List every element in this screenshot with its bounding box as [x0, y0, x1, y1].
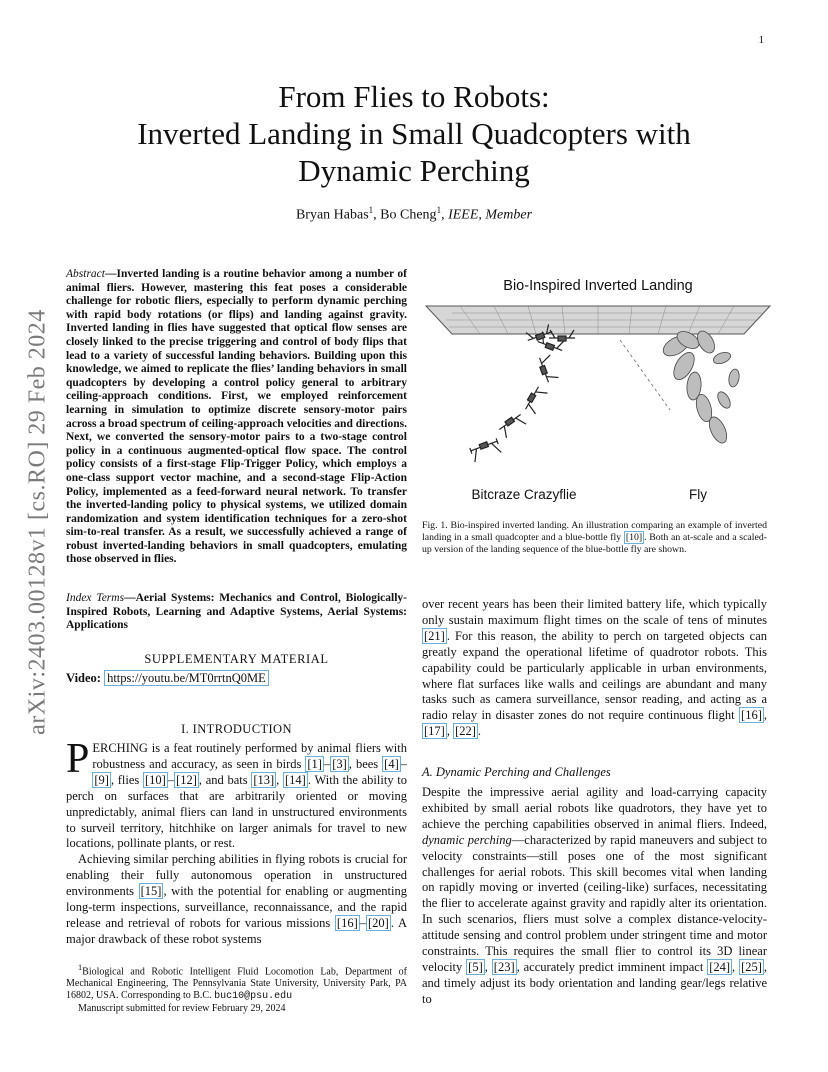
- body-text: Despite the impressive aerial agility and load-carrying capacity exhibited by small aerial robots like quadrotors, they have yet to achieve the perching capabilities observed in animal fliers. Indeed,: [422, 785, 767, 831]
- email-address[interactable]: buc10@psu.edu: [214, 991, 293, 1003]
- index-terms-text: Aerial Systems: Mechanics and Control, Biologically-Inspired Robots, Learning and Adaptive Systems, Aerial Systems: Applications: [66, 592, 407, 632]
- author-membership: IEEE, Member: [448, 207, 533, 223]
- body-text: over recent years has been their limited battery life, which typically only sustain maximum flight times on the scale of tens of minutes: [422, 597, 767, 627]
- citation[interactable]: [5]: [468, 959, 483, 974]
- citation[interactable]: [17]: [424, 724, 445, 739]
- citation-sep: ,: [484, 959, 492, 974]
- figure-1: [422, 270, 774, 510]
- intro-paragraph: [66, 852, 407, 947]
- intro-text: ERCHING is a feat routinely performed by animal fliers with robustness and accuracy, as seen in birds: [92, 741, 407, 771]
- emphasis-text: dynamic perching: [422, 832, 512, 847]
- intro-text: Achieving similar perching abilities in flying robots is crucial for enabling their fully autonomous operation in unstructured environments: [66, 852, 407, 899]
- citation[interactable]: [20]: [367, 915, 389, 930]
- intro-text: , with the potential for enabling or augmenting long-term inspections, surveillance, reconnaissance, and the rapid release and retrieval of robots for various missions: [66, 884, 407, 930]
- citation-sep: ,: [276, 772, 284, 787]
- citation-sep: ,: [446, 724, 454, 739]
- citation[interactable]: [25]: [741, 959, 762, 974]
- citation[interactable]: [22]: [455, 724, 476, 739]
- fly-label: Fly: [689, 487, 707, 502]
- drop-cap: P: [66, 736, 90, 782]
- author-name: Bo Cheng: [380, 207, 437, 223]
- author-name: Bryan Habas: [295, 207, 369, 223]
- affiliation-note: [66, 962, 407, 1003]
- video-line: [66, 671, 269, 686]
- citation[interactable]: [21]: [424, 628, 445, 643]
- intro-text: . With the ability to perch on surfaces that are arbitrarily oriented or moving unpredictably, animal fliers can land in unstructured environments to surveil territory, hitchhike on larger animals for travel to new locations, pollinate plants, or rest.: [66, 772, 408, 851]
- quadcopter-icon: [470, 438, 501, 462]
- citation-dash: –: [400, 756, 407, 771]
- citation[interactable]: [16]: [336, 915, 358, 930]
- citation-dash: –: [167, 772, 175, 787]
- quadcopter-icon: [523, 385, 548, 415]
- affiliation-mark: 1: [436, 205, 442, 215]
- fly-icon: [715, 390, 733, 411]
- citation[interactable]: [1]: [307, 756, 322, 771]
- abstract-text: Inverted landing is a routine behavior among a number of animal fliers. However, mastering this feat poses a considerable challenge for robotic fliers, especially to perform dynamic perching with rapid body rotations (or flips) and landing against gravity. Inverted landing in flies have suggested that optical flow senses are closely linked to the precise triggering and control of body flips that lead to a variety of successful landing behaviors. Building upon this knowledge, we aimed to replicate the flies’ landing behaviors in small quadcopters by developing a control policy general to arbitrary ceiling-approach conditions. First, we employed reinforcement learning in simulation to optimize discrete sensory-motor pairs across a broad spectrum of ceiling-approach velocities and directions. Next, we converted the sensory-motor pairs to a two-stage control policy in a continuous augmented-optical flow space. The control policy consists of a first-stage Flip-Trigger Policy, which employs a one-class support vector machine, and a second-stage Flip-Action Policy, implemented as a feed-forward neural network. To transfer the inverted-landing policy to physical systems, we utilized domain randomization and system identification techniques for a zero-shot sim-to-real transfer. As a result, we successfully achieved a range of robust inverted-landing behaviors in small quadcopters, emulating those observed in flies.: [66, 268, 407, 566]
- ceiling-surface: [426, 306, 770, 334]
- arxiv-sidebar: [14, 287, 62, 757]
- supplementary-heading: SUPPLEMENTARY MATERIAL: [144, 652, 329, 666]
- intro-text: , and bats: [198, 772, 252, 787]
- quadcopter-landing-sequence: [470, 324, 575, 462]
- footnote-text: Biological and Robotic Intelligent Fluid Locomotion Lab, Department of Mechanical Engineering, The Pennsylvania State University, University Park, PA 16802, USA. Corresponding to B.C.: [66, 966, 407, 1002]
- caption-text: Fig. 1. Bio-inspired inverted landing. An illustration comparing an example of inverted landing in a small quadcopter and a blue-bottle fly: [422, 520, 767, 543]
- body-text: , and timely adjust its body orientation and landing gear/legs relative to: [422, 959, 768, 1006]
- caption-text: . Both an at-scale and a scaled-up version of the landing sequence of the blue-bottle fly are shown.: [422, 531, 767, 555]
- body-text: .: [477, 724, 482, 739]
- citation[interactable]: [14]: [285, 772, 306, 787]
- citation-dash: –: [323, 756, 331, 771]
- citation[interactable]: [4]: [384, 756, 399, 771]
- figure-title: Bio-Inspired Inverted Landing: [503, 278, 693, 294]
- subsection-heading: A. Dynamic Perching and Challenges: [422, 765, 611, 779]
- fly-icon: [712, 350, 732, 366]
- citation[interactable]: [3]: [332, 756, 347, 771]
- abstract: Abstract—Inverted landing is a routine behavior among a number of animal fliers. However, mastering this feat poses a considerable challenge for robotic fliers, especially to perform dynamic perching with rapid body rotations (or flips) and landing against gravity. Inverted landing in flies have suggested that optical flow senses are closely linked to the precise triggering and control of body flips that lead to a variety of successful landing behaviors. Building upon this knowledge, we aimed to replicate the flies’ landing behaviors in small quadcopters by developing a control policy general to arbitrary ceiling-approach conditions. First, we employed reinforcement learning in simulation to optimize discrete sensory-motor pairs across a broad spectrum of ceiling-approach velocities and directions. Next, we converted the sensory-motor pairs to a two-stage control policy in a continuous augmented-optical flow space. The control policy consists of a first-stage Flip-Trigger Policy, which employs a one-class support vector machine, and a second-stage Flip-Action Policy, implemented as a feed-forward neural network. To transfer the inverted-landing policy to physical systems, we utilized domain randomization and system identification techniques for a zero-shot sim-to-real transfer. As a result, we successfully achieved a range of robust inverted-landing behaviors in small quadcopters, emulating those observed in flies.: [66, 268, 407, 566]
- index-terms: Index Terms—Aerial Systems: Mechanics and Control, Biologically-Inspired Robots, Learning and Adaptive Systems, Aerial Systems: Applications: [66, 592, 407, 632]
- page-number: 1: [758, 34, 764, 46]
- citation[interactable]: [24]: [709, 959, 731, 974]
- title-line: Inverted Landing in Small Quadcopters with: [137, 116, 691, 151]
- right-column-paragraph: [422, 597, 767, 740]
- body-text: , accurately predict imminent impact: [516, 959, 708, 974]
- quadcopter-icon: [537, 354, 559, 383]
- index-terms-label: Index Terms: [66, 592, 125, 604]
- introduction-body: [66, 736, 408, 948]
- citation[interactable]: [12]: [176, 772, 197, 787]
- footnote: [66, 962, 407, 1015]
- title-line: Dynamic Perching: [298, 153, 530, 188]
- fly-icon: [728, 368, 741, 387]
- citation-sep: ,: [763, 708, 767, 723]
- quadcopter-icon: [498, 412, 527, 438]
- citation[interactable]: [13]: [253, 772, 275, 787]
- citation[interactable]: [10]: [625, 531, 643, 543]
- body-text: . For this reason, the ability to perch on targeted objects can greatly expand the operational lifetime of quadrotor robots. This capability could be particularly applicable in urban environments, where flat surfaces like walls and ceilings are abundant and many tasks such as camera surveillance, sensor reading, and acting as a radio relay in disaster zones do not require continuous flight: [422, 628, 767, 723]
- intro-text: , bees: [348, 756, 383, 771]
- citation[interactable]: [23]: [493, 959, 515, 974]
- section-heading-introduction: I. INTRODUCTION: [181, 722, 292, 736]
- intro-text: , flies: [110, 772, 143, 787]
- citation-sep: ,: [732, 959, 740, 974]
- arxiv-identifier: arXiv:2403.00128v1 [cs.RO] 29 Feb 2024: [24, 309, 51, 735]
- video-label: Video:: [66, 671, 101, 685]
- citation-dash: –: [359, 915, 366, 930]
- body-text: —characterized by rapid maneuvers and subject to velocity constraints—still poses one of the most significant challenges for aerial robots. This skill becomes vital when landing on rapidly moving or inverted (ceiling-like) surfaces, necessitating the flier to accelerate against gravity and rapidly alter its orientation. In such scenarios, fliers must solve a complex distance-velocity-attitude sensing and control problem under stringent time and motor constraints. This requires the small flier to control its 3D linear velocity: [422, 832, 767, 974]
- abstract-label: Abstract: [66, 268, 105, 280]
- citation[interactable]: [16]: [741, 708, 762, 723]
- fly-landing-sequence: [620, 328, 740, 446]
- figure-caption: [422, 520, 767, 555]
- citation[interactable]: [15]: [140, 884, 162, 899]
- video-link[interactable]: https://youtu.be/MT0rrtnQ0ME: [104, 670, 269, 686]
- paper-title: [0, 78, 828, 189]
- crazyflie-label: Bitcraze Crazyflie: [471, 487, 577, 502]
- footnote-mark: 1: [78, 963, 83, 972]
- affiliation-mark: 1: [368, 205, 374, 215]
- right-column-paragraph: [422, 785, 767, 1008]
- title-line: From Flies to Robots:: [278, 79, 550, 114]
- author-line: Bryan Habas$^1$, Bo Cheng$^1$, IEEE, Member: [295, 205, 533, 223]
- manuscript-note: Manuscript submitted for review February 29, 2024: [78, 1003, 286, 1015]
- citation[interactable]: [9]: [94, 772, 109, 787]
- citation[interactable]: [10]: [145, 772, 166, 787]
- intro-text: . A major drawback of these robot systems: [66, 915, 407, 946]
